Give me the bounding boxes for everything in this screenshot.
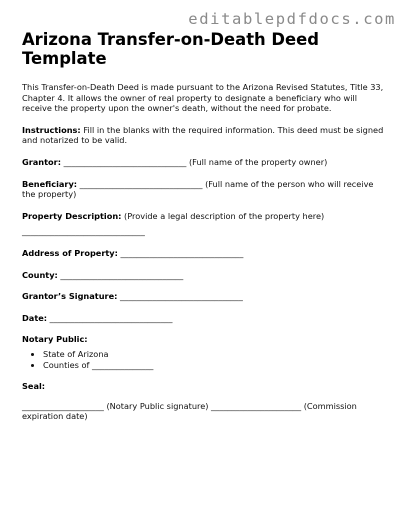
instructions-text: Fill in the blanks with the required information. This deed must be signed and notarized to be valid. xyxy=(22,124,384,146)
seal-signature-line: ____________________ (Notary Public signature) ______________________ (Commission expiration date) xyxy=(22,400,357,422)
property-description-field xyxy=(22,211,388,222)
intro-paragraph: This Transfer-on-Death Deed is made pursuant to the Arizona Revised Statutes, Title 33, Chapter 4. It allows the owner of real property to designate a beneficiary who will receive the property upon the owner's death, without the need for probate. xyxy=(22,82,384,114)
notary-heading xyxy=(22,334,388,345)
beneficiary-label: Beneficiary: xyxy=(22,178,78,189)
notary-label: Notary Public: xyxy=(22,334,88,345)
list-item: • Counties of _______________ xyxy=(43,360,388,371)
grantor-blank: ______________________________ (Full name of the property owner) xyxy=(60,156,328,167)
date-label: Date: xyxy=(22,312,48,323)
document-title: Arizona Transfer-on-Death Deed Template xyxy=(22,30,319,68)
property-description-label: Property Description: xyxy=(22,210,122,221)
county-blank: ______________________________ xyxy=(57,269,184,280)
site-watermark: editablepdfdocs.com xyxy=(188,10,396,28)
grantor-signature-field xyxy=(22,291,388,302)
beneficiary-field xyxy=(22,179,388,200)
grantor-signature-blank: ______________________________ xyxy=(117,291,243,302)
seal-label: Seal: xyxy=(22,381,46,392)
grantor-field xyxy=(22,157,388,168)
list-item: • State of Arizona xyxy=(43,349,388,360)
date-blank: ______________________________ xyxy=(47,312,173,323)
notary-list xyxy=(22,349,388,370)
seal-heading xyxy=(22,381,388,392)
deed-document xyxy=(22,30,388,422)
beneficiary-blank: ______________________________ (Full name of the person who will receive the property) xyxy=(22,178,374,200)
county-label: County: xyxy=(22,269,58,280)
instructions-label: Instructions: xyxy=(22,124,81,135)
address-blank: ______________________________ xyxy=(117,247,244,258)
grantor-label: Grantor: xyxy=(22,156,61,167)
date-field xyxy=(22,313,388,324)
county-field xyxy=(22,270,388,281)
property-description-blank: ______________________________ xyxy=(22,226,145,237)
grantor-signature-label: Grantor’s Signature: xyxy=(22,291,118,302)
address-field xyxy=(22,248,388,259)
property-description-text: (Provide a legal description of the property here) xyxy=(121,210,325,221)
instructions-paragraph xyxy=(22,125,388,146)
address-label: Address of Property: xyxy=(22,247,118,258)
